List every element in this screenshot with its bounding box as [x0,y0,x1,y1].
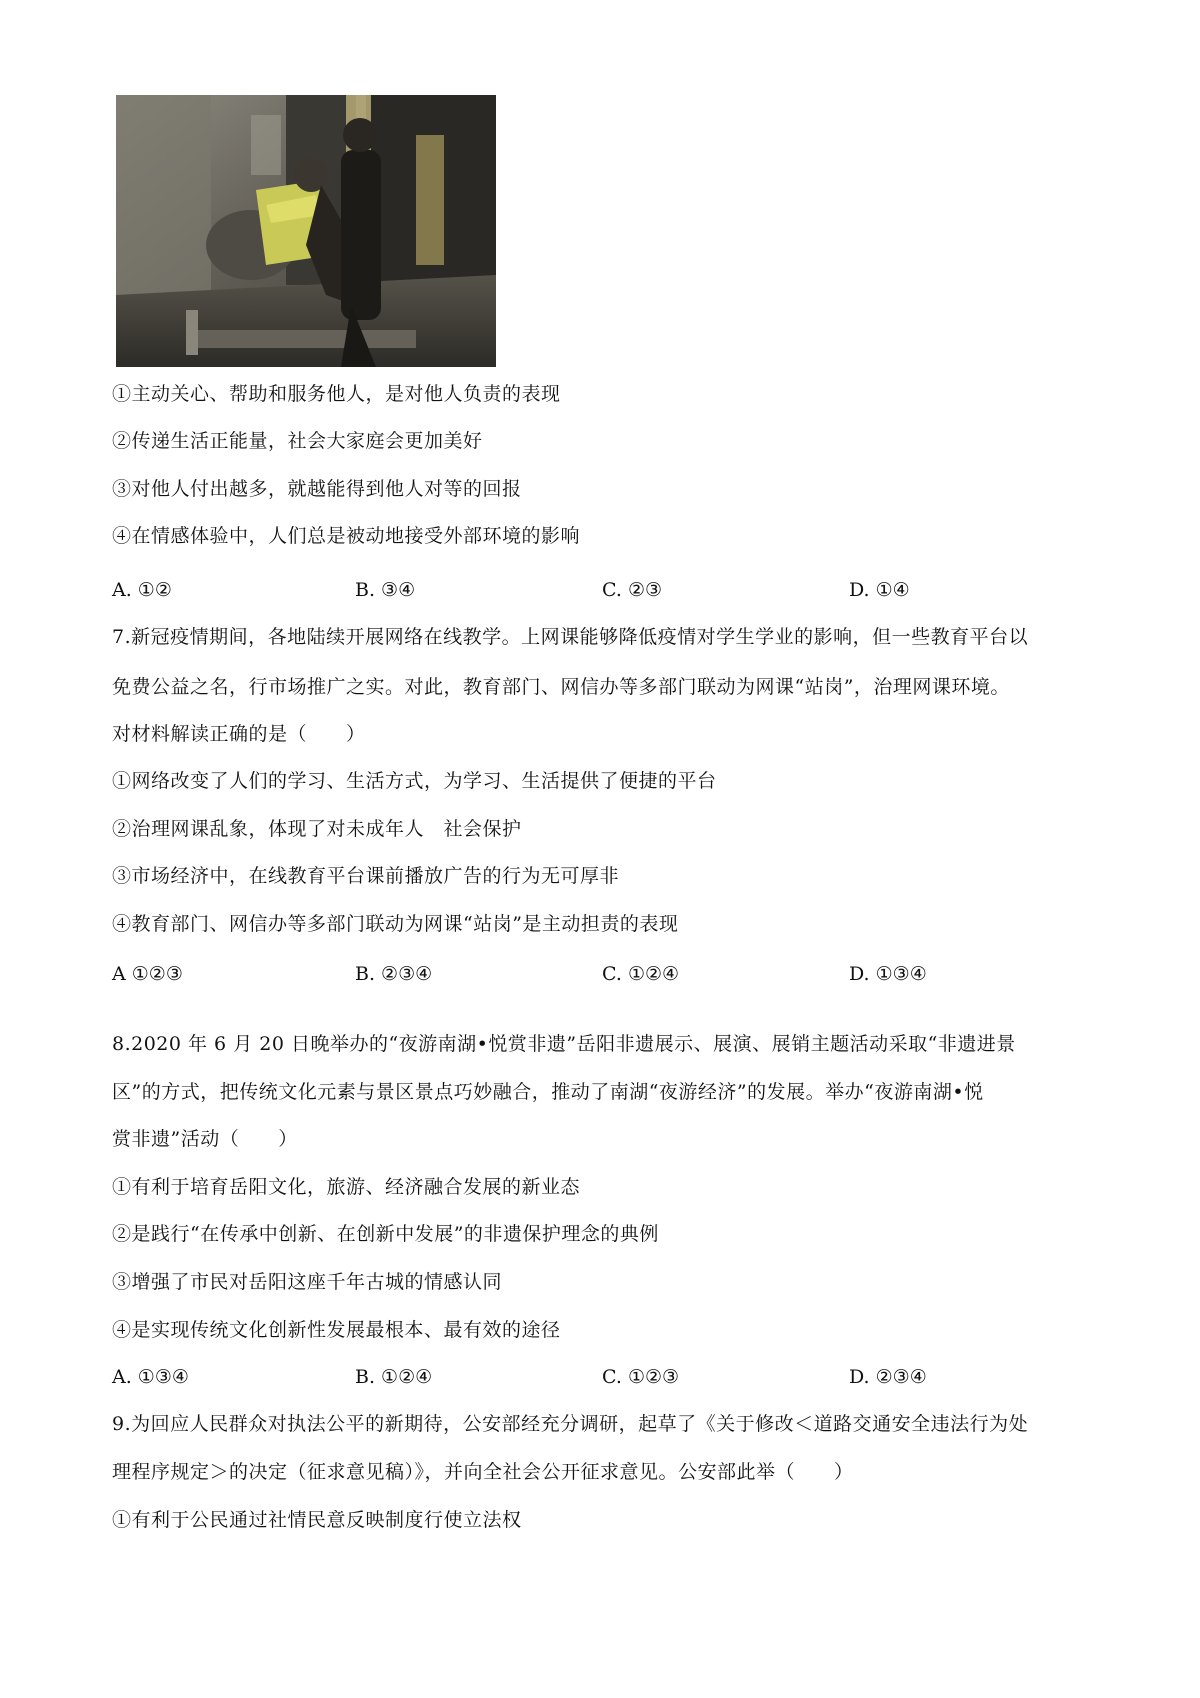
q8-stem-3: 赏非遗”活动（ ） [112,1128,298,1150]
q9-stem-2: 理程序规定＞的决定（征求意见稿）》，并向全社会公开征求意见。公安部此举（ ） [112,1461,854,1483]
q6-statement-1: ①主动关心、帮助和服务他人，是对他人负责的表现 [112,383,561,405]
q8-stem-1: 8.2020 年 6 月 20 日晚举办的“夜游南湖•悦赏非遗”岳阳非遗展示、展演、展销主题活动采取“非遗进景 [112,1033,1016,1055]
q6-option-b[interactable]: B. ③④ [355,579,416,601]
q6-statement-3: ③对他人付出越多，就越能得到他人对等的回报 [112,478,522,500]
q7-stem-2: 免费公益之名，行市场推广之实。对此，教育部门、网信办等多部门联动为网课“站岗”，治理网课环境。 [112,676,1010,698]
q6-option-d[interactable]: D. ①④ [849,579,910,601]
q8-statement-1: ①有利于培育岳阳文化，旅游、经济融合发展的新业态 [112,1176,581,1198]
q6-option-a[interactable]: A. ①② [112,579,172,601]
q7-statement-4: ④教育部门、网信办等多部门联动为网课“站岗”是主动担责的表现 [112,913,679,935]
q7-option-b[interactable]: B. ②③④ [355,963,433,985]
q8-option-c[interactable]: C. ①②③ [602,1366,680,1388]
q7-option-a[interactable]: A ①②③ [112,963,183,985]
q7-option-d[interactable]: D. ①③④ [849,963,927,985]
q7-statement-3: ③市场经济中，在线教育平台课前播放广告的行为无可厚非 [112,865,620,887]
q9-statement-1: ①有利于公民通过社情民意反映制度行使立法权 [112,1509,522,1531]
q8-option-a[interactable]: A. ①③④ [112,1366,189,1388]
q8-statement-4: ④是实现传统文化创新性发展最根本、最有效的途径 [112,1319,561,1341]
q7-statement-2: ②治理网课乱象，体现了对未成年人 社会保护 [112,818,522,840]
q8-option-d[interactable]: D. ②③④ [849,1366,927,1388]
photo-of-people-helping-icon [116,95,496,367]
q6-statement-4: ④在情感体验中，人们总是被动地接受外部环境的影响 [112,525,581,547]
q7-stem-1: 7.新冠疫情期间，各地陆续开展网络在线教学。上网课能够降低疫情对学生学业的影响，但一些教育平台以 [112,626,1029,648]
q8-stem-2: 区”的方式，把传统文化元素与景区景点巧妙融合，推动了南湖“夜游经济”的发展。举办“夜游南湖•悦 [112,1081,984,1103]
q7-statement-1: ①网络改变了人们的学习、生活方式，为学习、生活提供了便捷的平台 [112,770,717,792]
q7-stem-3: 对材料解读正确的是（ ） [112,723,366,745]
q8-option-b[interactable]: B. ①②④ [355,1366,433,1388]
q6-option-c[interactable]: C. ②③ [602,579,663,601]
q8-statement-2: ②是践行“在传承中创新、在创新中发展”的非遗保护理念的典例 [112,1223,659,1245]
photo-image [116,95,496,367]
q6-statement-2: ②传递生活正能量，社会大家庭会更加美好 [112,430,483,452]
q7-option-c[interactable]: C. ①②④ [602,963,680,985]
q8-statement-3: ③增强了市民对岳阳这座千年古城的情感认同 [112,1271,503,1293]
q9-stem-1: 9.为回应人民群众对执法公平的新期待，公安部经充分调研，起草了《关于修改＜道路交通安全违法行为处 [112,1413,1029,1435]
